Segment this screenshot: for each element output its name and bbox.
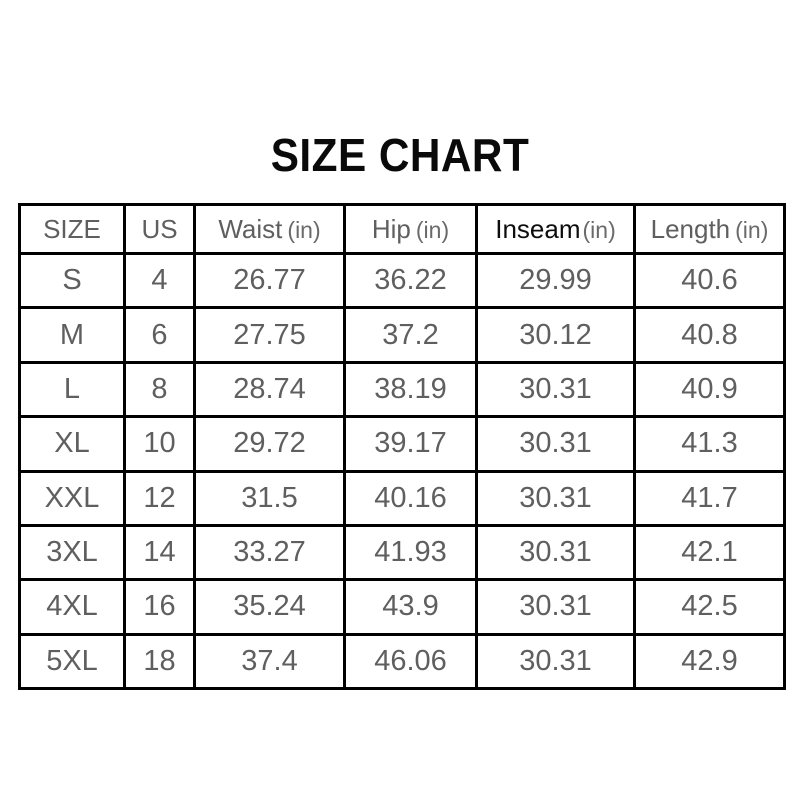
table-cell: 37.2 [345, 308, 477, 362]
table-cell: XXL [20, 471, 125, 525]
header-label-size: SIZE [43, 213, 101, 244]
table-cell: 35.24 [195, 580, 345, 634]
table-cell: 28.74 [195, 362, 345, 416]
table-cell: 8 [125, 362, 195, 416]
header-cell-length [635, 205, 785, 254]
table-cell: 40.16 [345, 471, 477, 525]
table-row [20, 471, 785, 525]
size-chart-table [18, 203, 786, 690]
table-row [20, 362, 785, 416]
header-label-us: US [141, 213, 178, 244]
table-cell: 40.8 [635, 308, 785, 362]
table-cell: 30.31 [477, 525, 635, 579]
table-cell: 46.06 [345, 634, 477, 688]
table-cell: 26.77 [195, 254, 345, 308]
header-unit-hip: (in) [415, 216, 450, 243]
table-cell: 30.31 [477, 580, 635, 634]
table-row [20, 634, 785, 688]
table-cell: 30.31 [477, 634, 635, 688]
table-row [20, 308, 785, 362]
table-cell: 41.3 [635, 417, 785, 471]
table-row [20, 580, 785, 634]
table-cell: 43.9 [345, 580, 477, 634]
table-row [20, 417, 785, 471]
header-label-waist: Waist [218, 213, 283, 244]
table-cell: 41.93 [345, 525, 477, 579]
table-cell: 6 [125, 308, 195, 362]
header-unit-inseam: (in) [582, 216, 616, 243]
header-unit-length: (in) [735, 216, 769, 243]
table-cell: 10 [125, 417, 195, 471]
table-cell: 30.12 [477, 308, 635, 362]
table-cell: XL [20, 417, 125, 471]
header-label-inseam: Inseam [495, 213, 581, 244]
table-cell: 31.5 [195, 471, 345, 525]
header-label-length: Length [650, 213, 731, 244]
table-cell: 29.72 [195, 417, 345, 471]
header-unit-waist: (in) [287, 216, 321, 243]
header-cell-size [20, 205, 125, 254]
table-cell: L [20, 362, 125, 416]
table-cell: 30.31 [477, 417, 635, 471]
header-row [20, 205, 785, 254]
table-cell: M [20, 308, 125, 362]
table-cell: 33.27 [195, 525, 345, 579]
table-cell: 42.5 [635, 580, 785, 634]
table-row [20, 254, 785, 308]
size-table-body [20, 254, 785, 689]
table-cell: 12 [125, 471, 195, 525]
header-label-hip: Hip [371, 213, 411, 244]
table-cell: 38.19 [345, 362, 477, 416]
table-cell: 29.99 [477, 254, 635, 308]
table-cell: 16 [125, 580, 195, 634]
table-cell: 3XL [20, 525, 125, 579]
table-cell: 30.31 [477, 362, 635, 416]
table-cell: 4 [125, 254, 195, 308]
table-cell: 36.22 [345, 254, 477, 308]
page-title: SIZE CHART [270, 129, 530, 181]
table-cell: 39.17 [345, 417, 477, 471]
header-cell-inseam [477, 205, 635, 254]
header-cell-hip [345, 205, 477, 254]
table-cell: 42.1 [635, 525, 785, 579]
table-row [20, 525, 785, 579]
table-cell: 5XL [20, 634, 125, 688]
table-cell: 42.9 [635, 634, 785, 688]
table-cell: 40.9 [635, 362, 785, 416]
table-cell: 41.7 [635, 471, 785, 525]
table-cell: 4XL [20, 580, 125, 634]
table-cell: 40.6 [635, 254, 785, 308]
header-cell-us [125, 205, 195, 254]
table-cell: S [20, 254, 125, 308]
table-header [20, 205, 785, 254]
table-cell: 27.75 [195, 308, 345, 362]
header-cell-waist [195, 205, 345, 254]
table-cell: 18 [125, 634, 195, 688]
table-cell: 30.31 [477, 471, 635, 525]
table-cell: 37.4 [195, 634, 345, 688]
table-cell: 14 [125, 525, 195, 579]
